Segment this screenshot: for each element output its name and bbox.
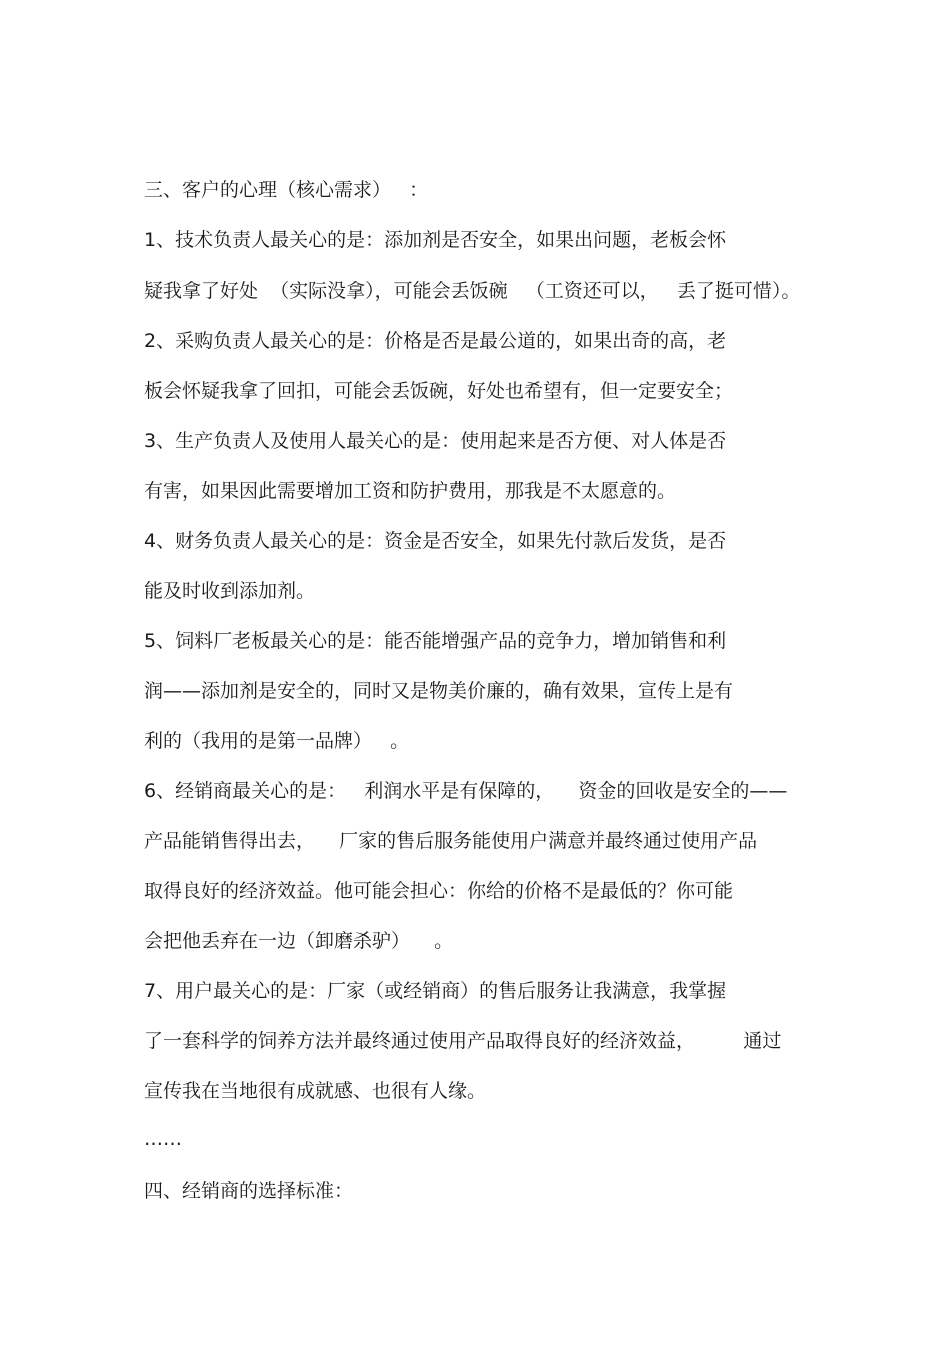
paragraph-line: 有害，如果因此需要增加工资和防护费用，那我是不太愿意的。 (144, 480, 677, 502)
paragraph-line: 5、饲料厂老板最关心的是：能否能增强产品的竞争力，增加销售和利 (144, 630, 727, 652)
paragraph-line: 利的（我用的是第一品牌） 。 (144, 730, 410, 752)
paragraph-line: 宣传我在当地很有成就感、也很有人缘。 (144, 1080, 487, 1102)
section-heading-4: 四、经销商的选择标准： (144, 1180, 354, 1202)
ellipsis-line: …… (144, 1128, 182, 1150)
paragraph-line: 了一套科学的饲养方法并最终通过使用产品取得良好的经济效益， 通过 (144, 1030, 782, 1052)
paragraph-line: 取得良好的经济效益。他可能会担心：你给的价格不是最低的？你可能 (144, 880, 734, 902)
paragraph-line: 能及时收到添加剂。 (144, 580, 316, 602)
paragraph-line: 产品能销售得出去， 厂家的售后服务能使用户满意并最终通过使用产品 (144, 830, 758, 852)
paragraph-line: 会把他丢弃在一边（卸磨杀驴） 。 (144, 930, 454, 952)
paragraph-line: 3、生产负责人及使用人最关心的是：使用起来是否方便、对人体是否 (144, 430, 727, 452)
paragraph-line: 4、财务负责人最关心的是：资金是否安全，如果先付款后发货，是否 (144, 530, 727, 552)
paragraph-line: 2、采购负责人最关心的是：价格是否是最公道的，如果出奇的高，老 (144, 330, 727, 352)
paragraph-line: 疑我拿了好处 （实际没拿），可能会丢饭碗 （工资还可以， 丢了挺可惜）。 (144, 280, 801, 302)
paragraph-line: 1、技术负责人最关心的是：添加剂是否安全，如果出问题，老板会怀 (144, 229, 727, 251)
paragraph-line: 6、经销商最关心的是： 利润水平是有保障的， 资金的回收是安全的—— (144, 780, 788, 802)
section-heading-3: 三、客户的心理（核心需求） ： (144, 179, 429, 201)
paragraph-line: 7、用户最关心的是：厂家（或经销商）的售后服务让我满意，我掌握 (144, 980, 727, 1002)
paragraph-line: 润——添加剂是安全的，同时又是物美价廉的，确有效果，宣传上是有 (144, 680, 734, 702)
paragraph-line: 板会怀疑我拿了回扣，可能会丢饭碗，好处也希望有，但一定要安全； (144, 380, 734, 402)
